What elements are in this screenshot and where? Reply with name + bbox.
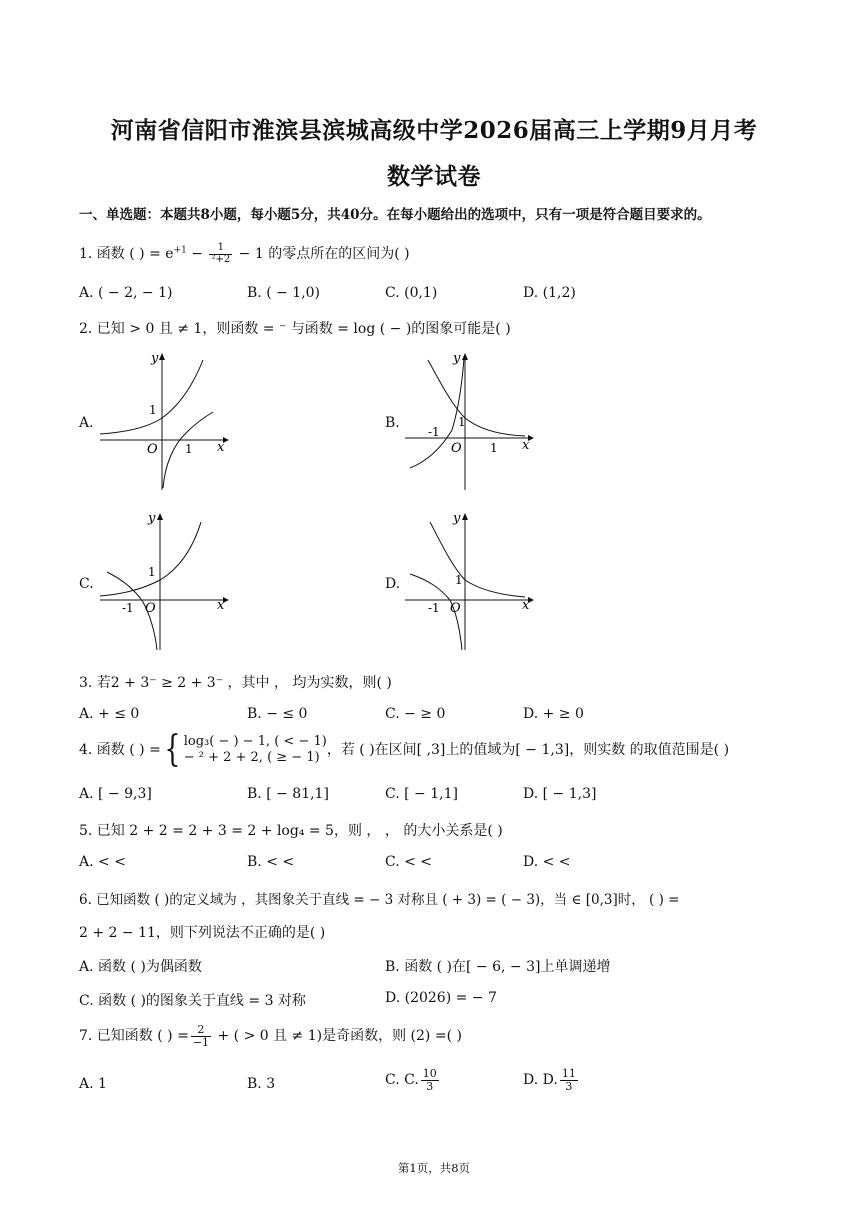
tick-label: 1 — [148, 565, 156, 579]
question-5: 5. 已知 2 + 2 = 2 + 3 = 2 + log₄ = 5，则 ， ， 的大小关系是( ) — [79, 823, 503, 839]
q2-graph-d — [400, 510, 540, 655]
q5-option-a: A. < < — [79, 854, 126, 870]
question-1 — [79, 243, 410, 265]
q1-frac-den: ²+2 — [211, 253, 231, 265]
q1-frac-num: 1 — [209, 243, 232, 255]
q1-option-d: D. (1,2) — [523, 285, 576, 301]
q3-option-a: A. + ≤ 0 — [79, 706, 140, 722]
q7-optd-den: 3 — [565, 1079, 573, 1093]
section-heading: 一、单选题：本题共8小题，每小题5分，共40分。在每小题给出的选项中，只有一项是符合题目要求的。 — [79, 207, 711, 223]
q5-option-b: B. < < — [247, 854, 295, 870]
q7-option-c: C. C. $\frac{10}{3}$ — [385, 1067, 437, 1093]
q2-graph-c — [95, 510, 235, 655]
q4-suffix: ，若 ( )在区间[ ,3]上的值域为[ − 1,3]，则实数 的取值范围是( ) — [326, 742, 730, 758]
q3-option-b: B. − ≤ 0 — [247, 706, 308, 722]
q7-frac-den: −1 — [192, 1035, 210, 1049]
q4-option-a: A. [ − 9,3] — [79, 786, 152, 802]
q2-label-d: D. — [385, 576, 401, 592]
q7-option-b: B. 3 — [247, 1076, 276, 1092]
q1-option-b: B. ( − 1,0) — [247, 285, 321, 301]
q4-prefix: 4. 函数 ( ) = — [79, 742, 161, 758]
q5-option-c: C. < < — [385, 854, 433, 870]
tick-label: 1 — [455, 573, 463, 587]
q4-option-d: D. [ − 1,3] — [523, 786, 597, 802]
q7-prefix: 7. 已知函数 ( ) = — [79, 1028, 189, 1045]
q7-optc-den: 3 — [426, 1079, 434, 1093]
q7-fraction — [191, 1024, 211, 1048]
q3-option-c: C. − ≥ 0 — [385, 706, 446, 722]
question-7 — [79, 1024, 462, 1048]
brace-icon: { — [164, 729, 181, 770]
q1-suffix: − 1 的零点所在的区间为( ) — [234, 246, 410, 262]
axis-y-label: y — [151, 351, 159, 366]
q2-graph-b — [400, 350, 540, 495]
q7-suffix: + ( > 0 且 ≠ 1)是奇函数，则 (2) =( ) — [213, 1028, 462, 1045]
axis-x-label: x — [522, 598, 530, 613]
axis-x-label: x — [217, 440, 225, 455]
origin-label: O — [451, 441, 462, 456]
origin-label: O — [450, 601, 461, 616]
q6-option-c: C. 函数 ( )的图象关于直线 = 3 对称 — [79, 993, 306, 1009]
q1-option-c: C. (0,1) — [385, 285, 438, 301]
axis-y-label: y — [453, 351, 461, 366]
q7-optc-num: 10 — [422, 1067, 437, 1080]
origin-label: O — [145, 601, 156, 616]
axis-y-label: y — [148, 511, 156, 526]
q4-piece-2: − ² + 2 + 2, ( ≥ − 1) — [183, 750, 320, 765]
q7-option-d-fraction — [560, 1068, 578, 1092]
q7-optd-num: 11 — [561, 1067, 576, 1080]
question-6-line-2: 2 + 2 − 11，则下列说法不正确的是( ) — [79, 925, 326, 941]
q1-exponent: +1 — [173, 245, 187, 256]
q1-prefix: 1. 函数 ( ) = e — [79, 246, 174, 262]
q7-option-c-label: C. — [385, 1072, 405, 1089]
q4-option-b: B. [ − 81,1] — [247, 786, 329, 802]
q2-label-b: B. — [385, 415, 400, 431]
q6-option-b: B. 函数 ( )在[ − 6, − 3]上单调递增 — [385, 959, 611, 975]
q1-fraction — [209, 243, 232, 265]
q6-option-a: A. 函数 ( )为偶函数 — [79, 959, 202, 975]
title-line-1: 河南省信阳市淮滨县滨城高级中学2026届高三上学期9月月考 — [110, 117, 758, 144]
q7-option-c-fraction — [421, 1068, 439, 1092]
question-3: 3. 若2 + 3⁻ ≥ 2 + 3⁻ ，其中 ， 均为实数，则( ) — [79, 675, 392, 691]
page-footer: 第1页，共8页 — [397, 1161, 471, 1175]
tick-label: 1 — [458, 415, 466, 429]
q1-minus: − — [186, 246, 208, 262]
question-6-line-1: 6. 已知函数 ( )的定义域为 ，其图象关于直线 = − 3 对称且 ( + 3) = ( − 3)，当 ∈ [0,3]时， ( ) = — [79, 892, 680, 908]
axis-x-label: x — [522, 438, 530, 453]
q7-frac-num: 2 — [191, 1024, 211, 1037]
question-4 — [79, 729, 730, 770]
question-2: 2. 已知 > 0 且 ≠ 1，则函数 = ⁻ 与函数 = log ( − )的图象可能是( ) — [79, 321, 511, 337]
q2-graph-a — [95, 350, 235, 495]
q7-option-d-label: D. — [523, 1072, 543, 1089]
axis-x-label: x — [217, 598, 225, 613]
q4-option-c: C. [ − 1,1] — [385, 786, 458, 802]
tick-label: -1 — [122, 601, 134, 615]
q5-option-d: D. < < — [523, 854, 571, 870]
tick-label: 1 — [185, 442, 193, 456]
tick-label: -1 — [428, 601, 440, 615]
q7-option-d: D. D. $\frac{11}{3}$ — [523, 1067, 576, 1093]
q2-label-a: A. — [79, 415, 94, 431]
q6-option-d: D. (2026) = − 7 — [385, 990, 497, 1006]
q4-piecewise — [184, 734, 327, 767]
q2-label-c: C. — [79, 576, 94, 592]
q7-option-a: A. 1 — [79, 1076, 107, 1092]
q3-option-d: D. + ≥ 0 — [523, 706, 584, 722]
q4-piece-1: log₃( − ) − 1, ( < − 1) — [183, 733, 327, 749]
axis-y-label: y — [453, 511, 461, 526]
origin-label: O — [147, 442, 158, 457]
tick-label: 1 — [490, 441, 498, 455]
tick-label: -1 — [428, 425, 440, 439]
tick-label: 1 — [149, 403, 157, 417]
title-line-2: 数学试卷 — [387, 163, 481, 190]
q1-option-a: A. ( − 2, − 1) — [79, 285, 173, 301]
